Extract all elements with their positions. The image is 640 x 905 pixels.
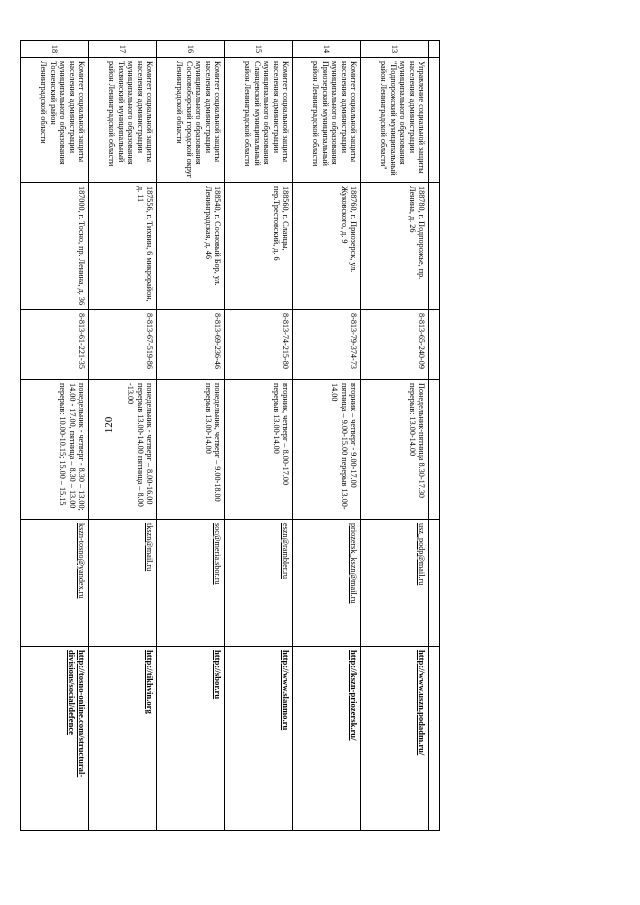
hours-cell: вторник – четверг - 9.00-17.00 пятница – 9.00-15.00 перерыв 13.00-14.00 xyxy=(293,380,361,520)
table-row xyxy=(157,41,225,831)
website-link[interactable]: http://www.slanmo.ru xyxy=(225,647,293,831)
table-row xyxy=(361,41,429,831)
row-number: 14 xyxy=(293,41,361,58)
row-number: 17 xyxy=(89,41,157,58)
hours-cell: понедельник - четверг - 8.30 – 13.00; 14.00 - 17.00, пятница – 8.30 – 13.00 перерыв: 10.00-10.15; 15.00 – 15.15 xyxy=(21,380,89,520)
row-number: 15 xyxy=(225,41,293,58)
phone-cell: 8-813-61-221-35 xyxy=(21,310,89,380)
hours-cell: понедельник, четверг – 9.00-18.00 перерыв 13.00-14.00 xyxy=(157,380,225,520)
website-link[interactable]: http://tikhvin.org xyxy=(89,647,157,831)
address-cell: 188780, г. Подпорожье, пр. Ленина, д. 26 xyxy=(361,183,429,310)
organization-cell: Комитет социальной защиты населения администрации муниципального образования Сосновоборский городской округ Ленинградской области xyxy=(157,58,225,183)
website-link[interactable]: http://sbor.ru xyxy=(157,647,225,831)
email-link[interactable]: eszn@rambler.ru xyxy=(225,520,293,647)
website-link[interactable]: http://www.uszn.podadm.ru/ xyxy=(361,647,429,831)
hours-cell: вторник, четверг – 8.00-17.00 перерыв 13.00-14.00 xyxy=(225,380,293,520)
table-row xyxy=(225,41,293,831)
email-link[interactable]: usz_podp@mail.ru xyxy=(361,520,429,647)
phone-cell: 8-813-67-519-86 xyxy=(89,310,157,380)
phone-cell: 8-813-79-374-73 xyxy=(293,310,361,380)
website-link[interactable]: http://kszn-priozersk.ru/ xyxy=(293,647,361,831)
table-header-row xyxy=(429,41,440,831)
address-cell: 188540, г. Сосновый Бор, ул. Ленинградская, д. 46 xyxy=(157,183,225,310)
organization-cell: Комитет социальной защиты населения администрации муниципального образования Тихвинский муниципальный район Ленинградской области xyxy=(89,58,157,183)
social-protection-table xyxy=(20,40,440,831)
phone-cell: 8-813-74-215-80 xyxy=(225,310,293,380)
phone-cell: 8-813-65-240-09 xyxy=(361,310,429,380)
address-cell: 188560, г. Сланцы, пер.Трестовский, д. 6 xyxy=(225,183,293,310)
organization-cell: Управление социальной защиты населения администрации муниципального образования "Подпорожский муниципальный район Ленинградской области" xyxy=(361,58,429,183)
email-link[interactable]: priozersk_kszn@mail.ru xyxy=(293,520,361,647)
address-cell: 187000, г. Тосно, пр. Ленина, д. 36 xyxy=(21,183,89,310)
website-link[interactable]: http://tosno-online.com/structural-divisions/social/defence xyxy=(21,647,89,831)
address-cell: 187556, г. Тихвин, 6 микрорайон, д. 11 xyxy=(89,183,157,310)
email-link[interactable]: kszn-tosno@yandex.ru xyxy=(21,520,89,647)
table-row xyxy=(89,41,157,831)
email-link[interactable]: tkszn@mail.ru xyxy=(89,520,157,647)
email-link[interactable]: soc@meria.sbor.ru xyxy=(157,520,225,647)
hours-cell: понедельник - четверг – 8.00-16.00 перерыв 13.00-14.00 пятница – 8.00 -13.00 xyxy=(89,380,157,520)
table-row xyxy=(21,41,89,831)
phone-cell: 8-813-69-236-46 xyxy=(157,310,225,380)
row-number: 16 xyxy=(157,41,225,58)
hours-cell: Понедельник-пятница 8.30-17.30 перерыв: 13.00-14.00 xyxy=(361,380,429,520)
table-row xyxy=(293,41,361,831)
row-number: 18 xyxy=(21,41,89,58)
organization-cell: Комитет социальной защиты населения администрации муниципального образования Приозерский муниципальный район Ленинградской области xyxy=(293,58,361,183)
row-number: 13 xyxy=(361,41,429,58)
organization-cell: Комитет социальной защиты населения администрации муниципального образования Тосненский район Ленинградской области xyxy=(21,58,89,183)
address-cell: 188760, г. Приозерск, ул. Жуковского, д. 9 xyxy=(293,183,361,310)
organization-cell: Комитет социальной защиты населения администрации муниципального образования Сланцевский муниципальный район Ленинградской области xyxy=(225,58,293,183)
page-number: 120 xyxy=(103,416,115,434)
rotated-page-content xyxy=(20,40,440,830)
